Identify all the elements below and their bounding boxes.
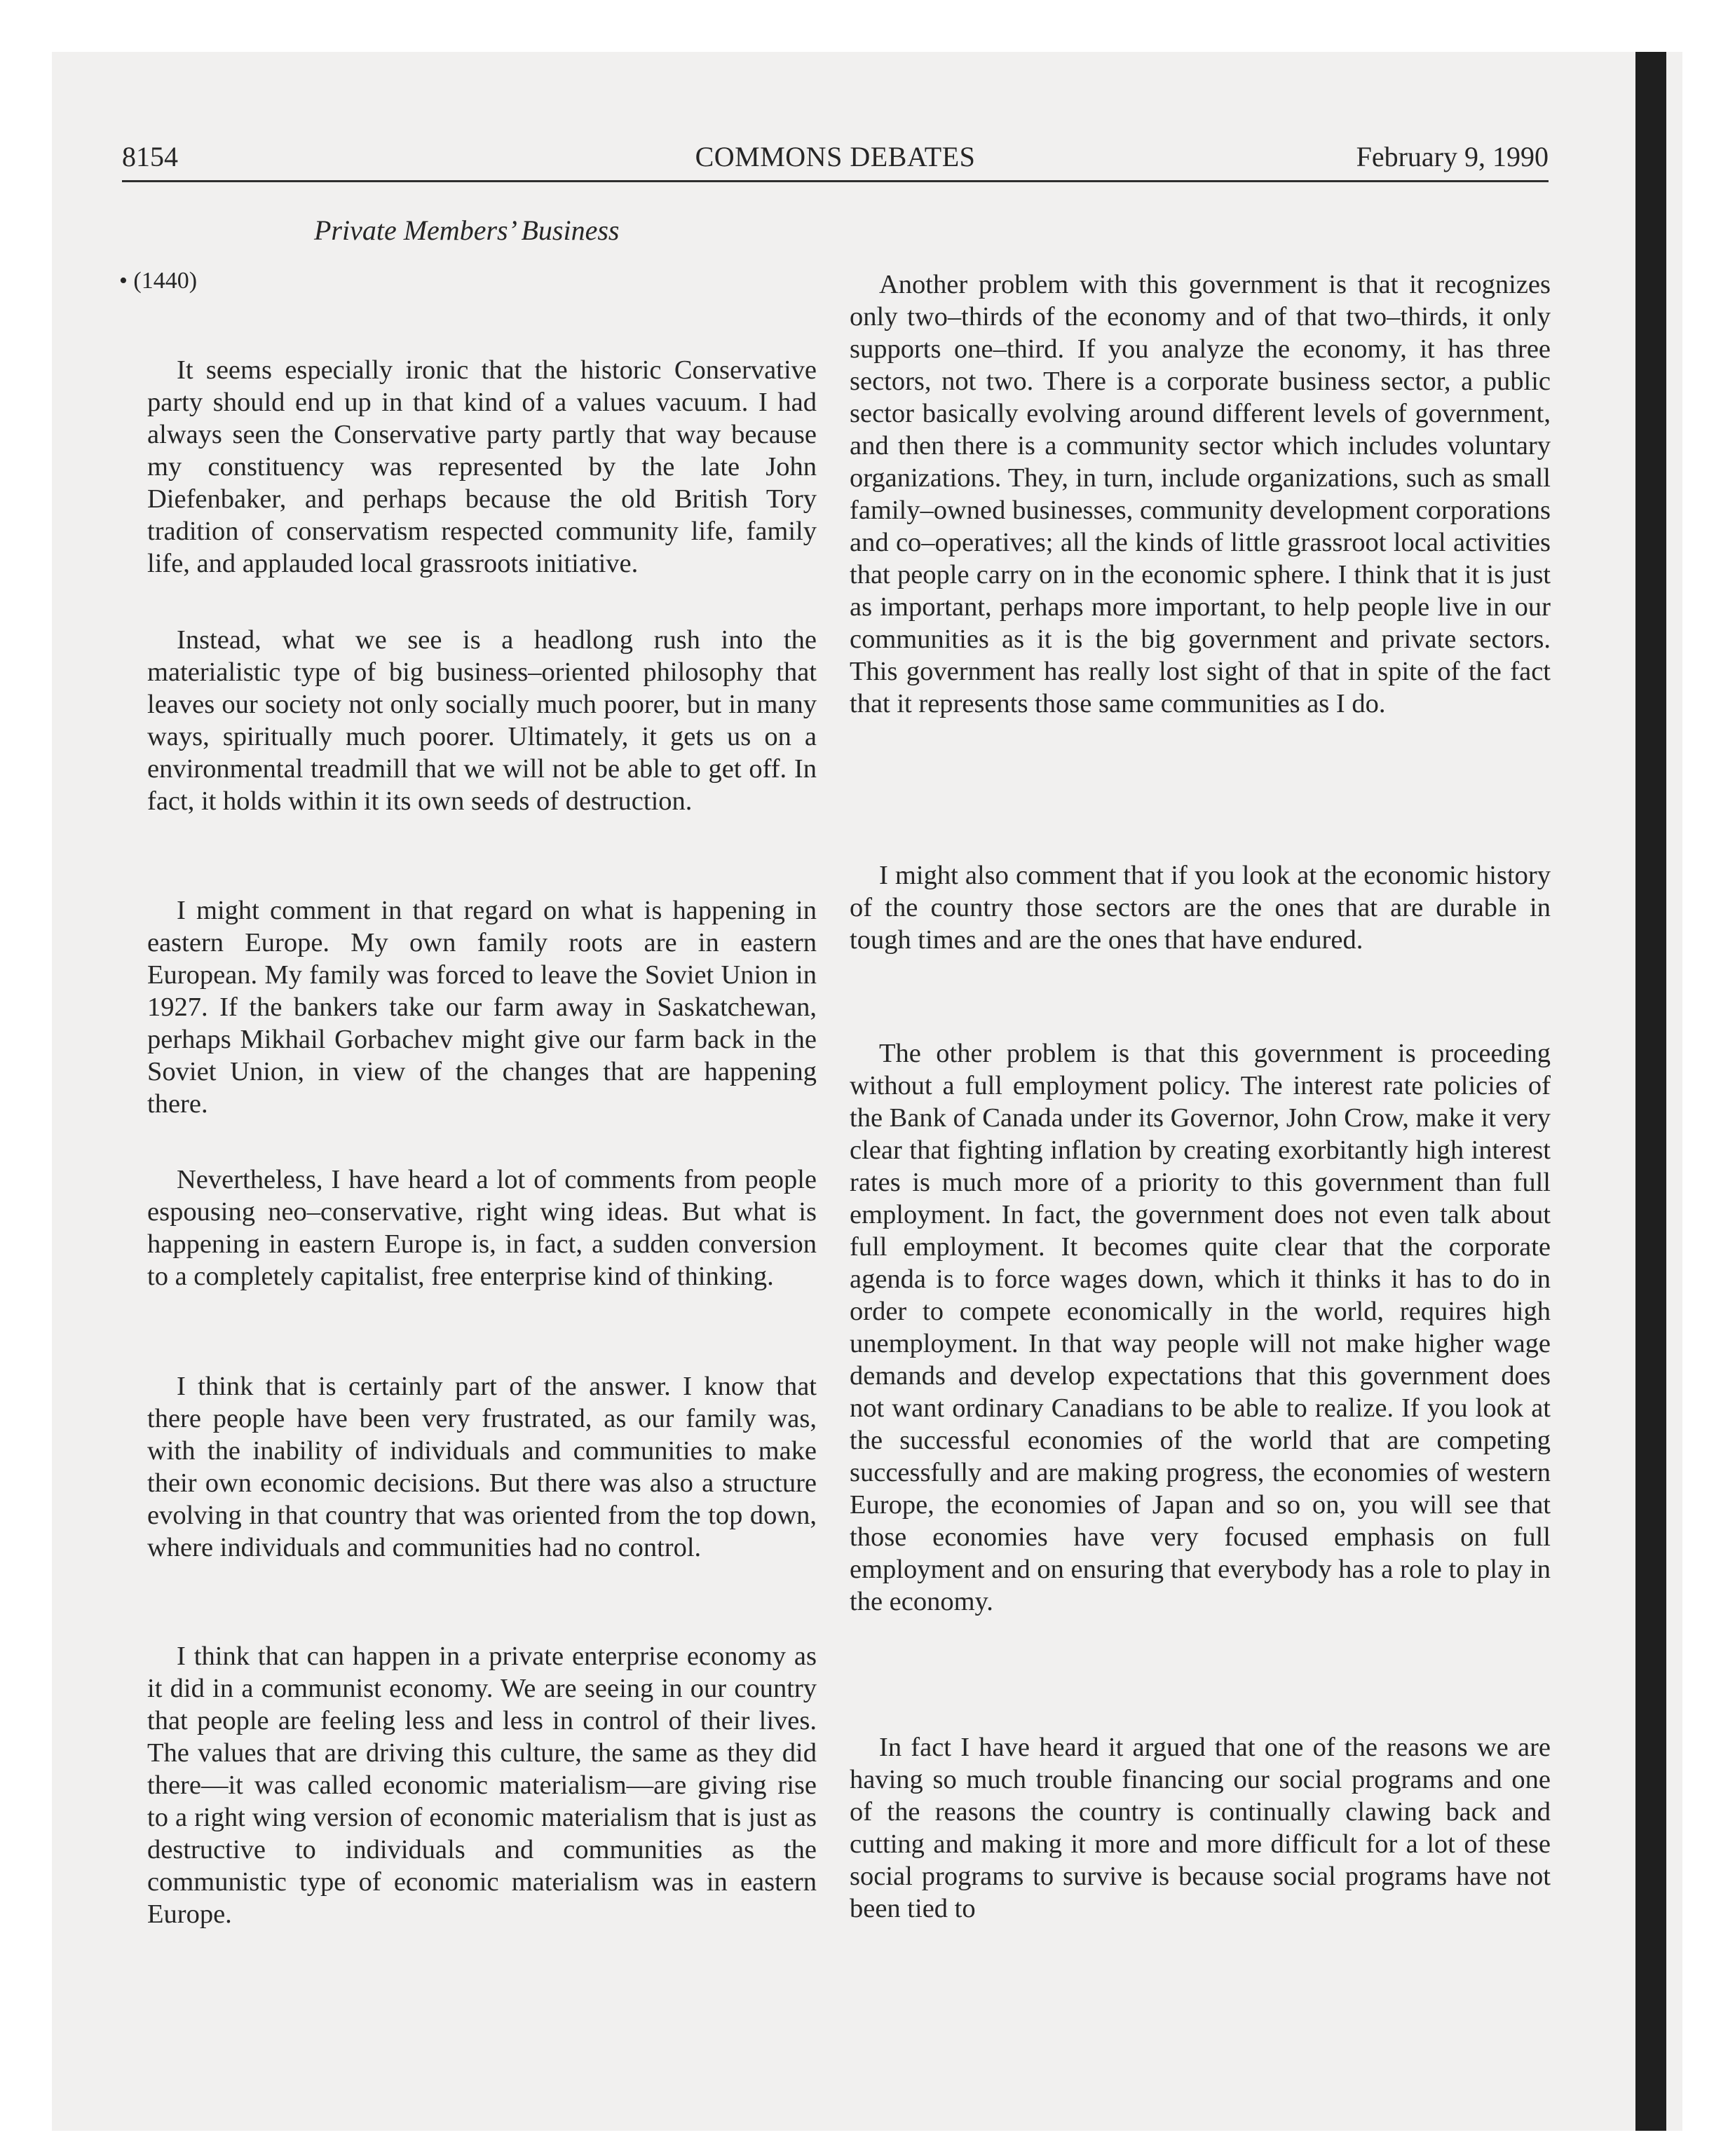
paragraph: Instead, what we see is a headlong rush into the materialistic type of big business–oriented philosophy that leaves our society not only socially much poorer, but in many ways, spiritually much poorer. Ultimately, it gets us on a environmental treadmill that we will not be able to get off. In fact, it holds within it its own seeds of destruction. [147, 625, 817, 816]
running-header [122, 140, 1549, 182]
paragraph: Another problem with this government is that it recognizes only two–thirds of the economy and of that two–thirds, it only supports one–third. If you analyze the economy, it has three sectors, not two. There is a corporate business sector, a public sector basically evolving around different levels of government, and then there is a community sector which includes voluntary organizations. They, in turn, include organizations, such as small family–owned businesses, community development corporations and co–operatives; all the kinds of little grassroot local activities that people carry on in the economic sphere. I think that it is just as important, perhaps more important, to help people live in our communities as it is the big government and private sectors. This government has really lost sight of that in spite of the fact that it represents those same communities as I do. [850, 270, 1551, 718]
paragraph: The other problem is that this government is proceeding without a full employment policy. The interest rate policies of the Bank of Canada under its Governor, John Crow, make it very clear that fighting inflation by creating exorbitantly high interest rates is much more of a priority to this government than full employment. In fact, the government does not even talk about full employment. It becomes quite clear that the corporate agenda is to force wages down, which it thinks it has to do in order to compete economically in the world, requires high unemployment. In that way people will not make higher wage demands and develop expectations that this government does not want ordinary Canadians to be able to realize. If you look at the successful economies of the world that are competing successfully and are making progress, the economies of western Europe, the economies of Japan and so on, you will see that those economies have very focused emphasis on full employment and on ensuring that everybody has a role to play in the economy. [850, 1039, 1551, 1616]
paragraph: It seems especially ironic that the historic Conservative party should end up in that kind of a values vacuum. I had always seen the Conservative party partly that way because my constituency was represented by the late John Diefenbaker, and perhaps because the old British Tory tradition of conservatism respected community life, family life, and applauded local grassroots initiative. [147, 355, 817, 578]
journal-title: COMMONS DEBATES [695, 141, 976, 172]
paragraph: In fact I have heard it argued that one of the reasons we are having so much trouble financing our social programs and one of the reasons the country is continually clawing back and cutting and making it more and more difficult for a lot of these social programs to survive is because social programs have not been tied to [850, 1733, 1551, 1923]
page-date: February 9, 1990 [1356, 141, 1549, 172]
page-number: 8154 [122, 141, 178, 172]
binding-edge [1635, 52, 1666, 2131]
header-rule [122, 180, 1549, 182]
paragraph: I might comment in that regard on what is happening in eastern Europe. My own family roots are in eastern European. My family was forced to leave the Soviet Union in 1927. If the bankers take our farm away in Saskatchewan, perhaps Mikhail Gorbachev might give our farm back in the Soviet Union, in view of the changes that are happening there. [147, 896, 817, 1119]
paragraph: I think that is certainly part of the answer. I know that there people have been very frustrated, as our family was, with the inability of individuals and communities to make their own economic decisions. But there was also a structure evolving in that country that was oriented from the top down, where individuals and communities had no control. [147, 1372, 817, 1562]
paragraph: I might also comment that if you look at the economic history of the country those sectors are the ones that are durable in tough times and are the ones that have endured. [850, 861, 1551, 955]
section-heading: Private Members’ Business [314, 214, 620, 246]
paragraph: I think that can happen in a private enterprise economy as it did in a communist economy. We are seeing in our country that people are feeling less and less in control of their lives. The values that are driving this culture, the same as they did there—it was called economic materialism—are giving rise to a right wing version of economic materialism that is just as destructive to individuals and communities as the communistic type of economic materialism was in eastern Europe. [147, 1642, 817, 1929]
paragraph: Nevertheless, I have heard a lot of comments from people espousing neo–conservative, right wing ideas. But what is happening in eastern Europe is, in fact, a sudden conversion to a completely capitalist, free enterprise kind of thinking. [147, 1165, 817, 1291]
time-stamp: • (1440) [119, 268, 198, 294]
